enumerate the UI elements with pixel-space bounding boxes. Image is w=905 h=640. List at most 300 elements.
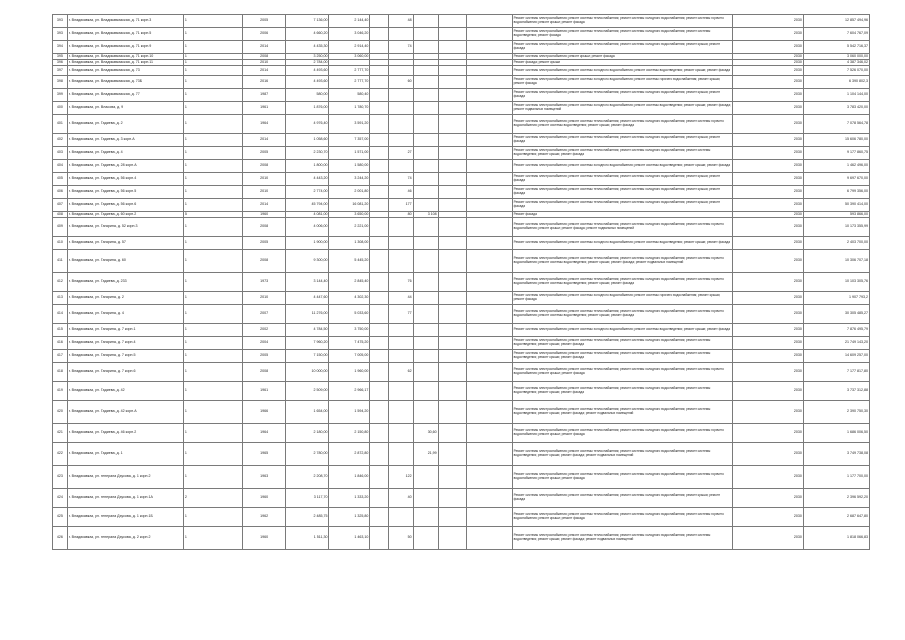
- cell-s1: 2 774,00: [286, 186, 329, 199]
- cell-desc: Ремонт системы электроснабжения; ремонт системы теплоснабжения; ремонт системы холодного водоснабжения; ремонт системы водоотведения; ремонт крыши; ремонт фасада; ремонт подвальных помещений: [512, 443, 733, 466]
- cell-s2: 1 325,80: [329, 508, 370, 527]
- cell-yr: 2030: [733, 324, 804, 337]
- cell-y: 2010: [243, 292, 286, 305]
- cell-empty: [438, 199, 466, 212]
- cell-g: [413, 102, 438, 115]
- cell-empty: [467, 363, 513, 382]
- cell-s2: 580,40: [329, 89, 370, 102]
- cell-f: 74: [388, 173, 413, 186]
- cell-k: [370, 489, 388, 508]
- cell-a: 1: [183, 527, 242, 550]
- cell-empty: [438, 363, 466, 382]
- cell-s1: 10 000,00: [286, 363, 329, 382]
- cell-yr: 2030: [733, 466, 804, 489]
- cell-s2: 3 591,20: [329, 115, 370, 134]
- table-row: [53, 292, 870, 305]
- cell-a: 1: [183, 54, 242, 60]
- table-row: [53, 350, 870, 363]
- cell-s1: 4 784,50: [286, 324, 329, 337]
- cell-empty: [467, 15, 513, 28]
- cell-a: 1: [183, 350, 242, 363]
- cell-s1: 1 058,60: [286, 134, 329, 147]
- cell-addr: г. Владикавказ, ул. Гадиева, д. 233: [67, 273, 183, 292]
- cell-a: 1: [183, 102, 242, 115]
- cell-k: [370, 15, 388, 28]
- table-row: [53, 186, 870, 199]
- cell-sum: 1 907 793,2: [803, 292, 869, 305]
- cell-empty: [438, 401, 466, 424]
- cell-sum: 593 866,00: [803, 212, 869, 218]
- cell-s1: 4 493,60: [286, 76, 329, 89]
- cell-empty: [438, 15, 466, 28]
- cell-f: [388, 102, 413, 115]
- cell-s2: 1 463,10: [329, 527, 370, 550]
- cell-empty: [438, 292, 466, 305]
- cell-a: 1: [183, 292, 242, 305]
- table-row: [53, 424, 870, 443]
- cell-s2: 2 777,70: [329, 76, 370, 89]
- cell-sum: 1 462 496,00: [803, 160, 869, 173]
- cell-g: [413, 337, 438, 350]
- table-row: [53, 89, 870, 102]
- cell-k: [370, 102, 388, 115]
- cell-empty: [467, 350, 513, 363]
- cell-g: [413, 489, 438, 508]
- cell-sum: 9 177 860,75: [803, 147, 869, 160]
- table-row: [53, 527, 870, 550]
- cell-n: 402: [53, 134, 68, 147]
- cell-k: [370, 350, 388, 363]
- table-row: [53, 250, 870, 273]
- cell-s1: 4 447,60: [286, 292, 329, 305]
- cell-addr: г. Владикавказ, ул. Гагарина, д. 57: [67, 237, 183, 250]
- cell-sum: 3 783 420,00: [803, 102, 869, 115]
- cell-yr: 2030: [733, 508, 804, 527]
- cell-f: 27: [388, 147, 413, 160]
- cell-n: 426: [53, 527, 68, 550]
- cell-a: 1: [183, 66, 242, 76]
- cell-n: 400: [53, 102, 68, 115]
- cell-y: 2008: [243, 160, 286, 173]
- cell-f: 62: [388, 363, 413, 382]
- cell-sum: 10 306 707,18: [803, 250, 869, 273]
- table-row: [53, 102, 870, 115]
- cell-f: 122: [388, 466, 413, 489]
- cell-k: [370, 382, 388, 401]
- cell-empty: [467, 401, 513, 424]
- cell-n: 422: [53, 443, 68, 466]
- cell-s1: 3 144,40: [286, 273, 329, 292]
- cell-sum: 50 390 414,00: [803, 199, 869, 212]
- cell-g: [413, 466, 438, 489]
- cell-n: 417: [53, 350, 68, 363]
- cell-empty: [438, 28, 466, 41]
- cell-empty: [438, 443, 466, 466]
- cell-desc: Ремонт системы электроснабжения; ремонт системы теплоснабжения; ремонт системы холодного водоснабжения; ремонт крыши; ремонт фасада: [512, 134, 733, 147]
- cell-sum: 5 542 716,37: [803, 41, 869, 54]
- cell-sum: 7 876 495,79: [803, 324, 869, 337]
- cell-empty: [438, 160, 466, 173]
- cell-s1: 3 117,70: [286, 489, 329, 508]
- cell-addr: г. Владикавказ, ул. генерала Дзусова, д. 1 корп.2: [67, 466, 183, 489]
- cell-desc: Ремонт системы электроснабжения; ремонт системы теплоснабжения; ремонт системы холодного водоснабжения; ремонт системы водоотведения; ремонт крыши; ремонт фасада: [512, 350, 733, 363]
- cell-addr: г. Владикавказ, ул. генерала Дзусова, д. 1 корп.1А: [67, 489, 183, 508]
- table-row: [53, 237, 870, 250]
- cell-y: 2016: [243, 76, 286, 89]
- cell-s1: 2 509,00: [286, 382, 329, 401]
- cell-empty: [438, 466, 466, 489]
- cell-n: 410: [53, 237, 68, 250]
- cell-sum: 6 390 802,3: [803, 76, 869, 89]
- table-row: [53, 115, 870, 134]
- cell-addr: г. Владикавказ, ул. Гадиева, д. 56 корп.6: [67, 199, 183, 212]
- cell-n: 425: [53, 508, 68, 527]
- cell-s1: 4 081,00: [286, 212, 329, 218]
- cell-a: 1: [183, 186, 242, 199]
- cell-yr: 2030: [733, 237, 804, 250]
- cell-f: [388, 160, 413, 173]
- cell-f: [388, 508, 413, 527]
- cell-g: [413, 305, 438, 324]
- cell-empty: [438, 337, 466, 350]
- cell-k: [370, 147, 388, 160]
- cell-n: 409: [53, 218, 68, 237]
- cell-g: [413, 237, 438, 250]
- cell-sum: 7 604 767,09: [803, 28, 869, 41]
- cell-s2: 1 960,00: [329, 363, 370, 382]
- cell-empty: [438, 237, 466, 250]
- cell-s2: 1 333,20: [329, 489, 370, 508]
- cell-y: 1962: [243, 508, 286, 527]
- cell-addr: г. Владикавказ, ул. Гадиева, д. 60 корп.2: [67, 212, 183, 218]
- cell-yr: 2030: [733, 76, 804, 89]
- cell-s2: 2 845,40: [329, 273, 370, 292]
- cell-k: [370, 186, 388, 199]
- cell-a: 1: [183, 324, 242, 337]
- cell-desc: Ремонт системы электроснабжения; ремонт системы теплоснабжения; ремонт системы холодного водоснабжения; ремонт системы горячего водоснабжения; ремонт крыши; ремонт фасада: [512, 15, 733, 28]
- cell-f: [388, 324, 413, 337]
- cell-k: [370, 363, 388, 382]
- cell-k: [370, 424, 388, 443]
- cell-f: 50: [388, 527, 413, 550]
- table-row: [53, 76, 870, 89]
- cell-n: 413: [53, 292, 68, 305]
- cell-empty: [467, 102, 513, 115]
- cell-sum: 3 749 738,08: [803, 443, 869, 466]
- cell-n: 421: [53, 424, 68, 443]
- cell-yr: 2030: [733, 212, 804, 218]
- cell-empty: [438, 173, 466, 186]
- cell-sum: 6 799 356,00: [803, 186, 869, 199]
- cell-g: [413, 41, 438, 54]
- cell-n: 419: [53, 382, 68, 401]
- cell-k: [370, 218, 388, 237]
- table-row: [53, 466, 870, 489]
- cell-y: 1964: [243, 424, 286, 443]
- cell-sum: 10 103 305,76: [803, 273, 869, 292]
- cell-g: [413, 273, 438, 292]
- cell-s2: 2 914,40: [329, 41, 370, 54]
- cell-y: 2005: [243, 237, 286, 250]
- cell-f: 74: [388, 41, 413, 54]
- cell-empty: [467, 199, 513, 212]
- cell-desc: Ремонт системы электроснабжения; ремонт системы теплоснабжения; ремонт системы холодного водоснабжения; ремонт крыши; ремонт фасада: [512, 89, 733, 102]
- cell-f: 40: [388, 489, 413, 508]
- cell-sum: 2 396 592,20: [803, 489, 869, 508]
- cell-y: 2005: [243, 350, 286, 363]
- cell-yr: 2030: [733, 60, 804, 66]
- cell-s1: 2 208,70: [286, 466, 329, 489]
- cell-sum: 7 078 564,78: [803, 115, 869, 134]
- cell-s2: 1 846,00: [329, 466, 370, 489]
- cell-empty: [438, 382, 466, 401]
- cell-empty: [438, 508, 466, 527]
- cell-s1: 4 660,20: [286, 28, 329, 41]
- cell-desc: Ремонт системы электроснабжения; ремонт системы теплоснабжения; ремонт системы холодного водоснабжения; ремонт системы водоотведения; ремонт крыши; ремонт фасада; ремонт подвальных помещений: [512, 527, 733, 550]
- cell-addr: г. Владикавказ, ул. Власова, д. 9: [67, 102, 183, 115]
- cell-y: 2010: [243, 173, 286, 186]
- cell-n: 411: [53, 250, 68, 273]
- cell-a: 1: [183, 89, 242, 102]
- cell-yr: 2030: [733, 41, 804, 54]
- cell-empty: [467, 160, 513, 173]
- cell-n: 407: [53, 199, 68, 212]
- cell-g: 3 108: [413, 212, 438, 218]
- cell-n: 412: [53, 273, 68, 292]
- cell-empty: [438, 489, 466, 508]
- cell-s2: 7 475,20: [329, 337, 370, 350]
- cell-f: 80: [388, 212, 413, 218]
- cell-g: [413, 199, 438, 212]
- cell-empty: [438, 134, 466, 147]
- cell-s2: 2 150,80: [329, 424, 370, 443]
- cell-f: [388, 237, 413, 250]
- cell-yr: 2030: [733, 337, 804, 350]
- cell-s1: 7 150,00: [286, 350, 329, 363]
- cell-sum: 12 857 494,96: [803, 15, 869, 28]
- cell-desc: Ремонт системы электроснабжения; ремонт системы холодного водоснабжения; ремонт системы водоотведения; ремонт крыши; ремонт фасада: [512, 324, 733, 337]
- cell-a: 1: [183, 401, 242, 424]
- cell-sum: 7 526 070,00: [803, 66, 869, 76]
- cell-f: [388, 115, 413, 134]
- cell-g: [413, 350, 438, 363]
- cell-y: 2010: [243, 60, 286, 66]
- cell-n: 394: [53, 41, 68, 54]
- cell-y: 2008: [243, 250, 286, 273]
- cell-yr: 2030: [733, 292, 804, 305]
- cell-yr: 2030: [733, 199, 804, 212]
- cell-s2: 5 033,60: [329, 305, 370, 324]
- cell-yr: 2030: [733, 15, 804, 28]
- cell-n: 393: [53, 28, 68, 41]
- table-row: [53, 305, 870, 324]
- cell-addr: г. Владикавказ, ул. Владикавказская, д. 71 корп.10: [67, 54, 183, 60]
- cell-yr: 2030: [733, 363, 804, 382]
- cell-addr: г. Владикавказ, ул. генерала Дзусова, д. 1 корп.1Б: [67, 508, 183, 527]
- table-row: [53, 41, 870, 54]
- cell-a: 1: [183, 199, 242, 212]
- cell-empty: [467, 41, 513, 54]
- table-row: [53, 173, 870, 186]
- cell-n: 415: [53, 324, 68, 337]
- cell-addr: г. Владикавказ, ул. Гагарина, д. 2: [67, 292, 183, 305]
- cell-sum: 1 818 066,83: [803, 527, 869, 550]
- cell-s2: 3 046,20: [329, 28, 370, 41]
- cell-empty: [438, 350, 466, 363]
- cell-yr: 2030: [733, 54, 804, 60]
- table-row: [53, 199, 870, 212]
- cell-k: [370, 66, 388, 76]
- cell-empty: [438, 424, 466, 443]
- cell-s1: 2 230,70: [286, 147, 329, 160]
- cell-y: 1966: [243, 401, 286, 424]
- cell-s2: 3 244,20: [329, 173, 370, 186]
- cell-a: 1: [183, 218, 242, 237]
- cell-empty: [467, 305, 513, 324]
- cell-s1: 7 960,20: [286, 337, 329, 350]
- cell-k: [370, 89, 388, 102]
- cell-empty: [438, 89, 466, 102]
- cell-yr: 2030: [733, 66, 804, 76]
- cell-empty: [438, 115, 466, 134]
- cell-addr: г. Владикавказ, ул. Гадиева, д. 42 корп.А: [67, 401, 183, 424]
- cell-k: [370, 527, 388, 550]
- cell-k: [370, 237, 388, 250]
- cell-g: [413, 147, 438, 160]
- table-row: [53, 489, 870, 508]
- cell-n: 399: [53, 89, 68, 102]
- cell-n: 396: [53, 60, 68, 66]
- cell-k: [370, 337, 388, 350]
- cell-empty: [467, 337, 513, 350]
- cell-n: 406: [53, 186, 68, 199]
- cell-empty: [467, 237, 513, 250]
- cell-desc: Ремонт системы электроснабжения; ремонт системы теплоснабжения; ремонт системы холодного водоснабжения; ремонт системы водоотведения; ремонт крыши; ремонт фасада; ремонт подвальных помещений: [512, 401, 733, 424]
- cell-y: 2005: [243, 147, 286, 160]
- cell-yr: 2030: [733, 489, 804, 508]
- cell-k: [370, 466, 388, 489]
- cell-s1: 3 250,00: [286, 54, 329, 60]
- cell-a: 1: [183, 424, 242, 443]
- cell-f: 177: [388, 199, 413, 212]
- cell-s2: 7 005,00: [329, 350, 370, 363]
- cell-desc: Ремонт системы электроснабжения; ремонт системы теплоснабжения; ремонт системы холодного водоснабжения; ремонт системы горячего водоснабжения; ремонт системы водоотведения; ремонт крыши; ремонт фасада: [512, 305, 733, 324]
- cell-a: 1: [183, 508, 242, 527]
- cell-s1: 2 485,75: [286, 508, 329, 527]
- cell-f: 46: [388, 186, 413, 199]
- cell-desc: Ремонт системы электроснабжения; ремонт системы теплоснабжения; ремонт системы холодного водоснабжения; ремонт крыши; ремонт фасада: [512, 489, 733, 508]
- cell-sum: 2 687 647,80: [803, 508, 869, 527]
- cell-yr: 2030: [733, 102, 804, 115]
- cell-y: 1987: [243, 89, 286, 102]
- cell-n: 416: [53, 337, 68, 350]
- table-row: [53, 324, 870, 337]
- cell-a: 1: [183, 237, 242, 250]
- cell-g: [413, 508, 438, 527]
- cell-a: 1: [183, 363, 242, 382]
- cell-n: 401: [53, 115, 68, 134]
- cell-k: [370, 76, 388, 89]
- cell-yr: 2030: [733, 250, 804, 273]
- cell-empty: [438, 147, 466, 160]
- cell-empty: [467, 66, 513, 76]
- cell-s2: 1 594,20: [329, 401, 370, 424]
- cell-f: 60: [388, 76, 413, 89]
- cell-a: 1: [183, 60, 242, 66]
- cell-g: [413, 15, 438, 28]
- cell-desc: Ремонт системы электроснабжения; ремонт системы холодного водоснабжения; ремонт системы горячего водоснабжения; ремонт крыши; ремонт фасада: [512, 292, 733, 305]
- cell-empty: [467, 28, 513, 41]
- cell-s1: 11 276,00: [286, 305, 329, 324]
- cell-g: 21,99: [413, 443, 438, 466]
- cell-addr: г. Владикавказ, ул. Гагарина, д. 7 корп.6: [67, 363, 183, 382]
- cell-empty: [438, 527, 466, 550]
- cell-addr: г. Владикавказ, ул. Гадиева, д. 4: [67, 147, 183, 160]
- cell-g: [413, 134, 438, 147]
- table-row: [53, 134, 870, 147]
- cell-k: [370, 292, 388, 305]
- cell-g: [413, 173, 438, 186]
- cell-f: [388, 424, 413, 443]
- cell-empty: [467, 273, 513, 292]
- cell-s2: 3 650,00: [329, 212, 370, 218]
- cell-s2: 2 144,40: [329, 15, 370, 28]
- cell-sum: 14 609 257,00: [803, 350, 869, 363]
- cell-n: 423: [53, 466, 68, 489]
- cell-addr: г. Владикавказ, ул. Гадиева, д. 46 корп.2: [67, 424, 183, 443]
- cell-desc: Ремонт системы электроснабжения; ремонт системы теплоснабжения; ремонт системы холодного водоснабжения; ремонт системы горячего водоснабжения; ремонт крыши; ремонт фасада: [512, 363, 733, 382]
- table-body: [53, 15, 870, 550]
- cell-n: 405: [53, 173, 68, 186]
- cell-a: 1: [183, 443, 242, 466]
- cell-addr: г. Владикавказ, ул. Владикавказская, д. 73Б: [67, 76, 183, 89]
- cell-empty: [467, 186, 513, 199]
- cell-a: 1: [183, 134, 242, 147]
- cell-n: 403: [53, 147, 68, 160]
- cell-desc: Ремонт системы электроснабжения; ремонт системы теплоснабжения; ремонт системы холодного водоснабжения; ремонт системы горячего водоснабжения; ремонт системы водоотведения; ремонт крыши; ремонт фасада; ремонт подвальных помещений: [512, 250, 733, 273]
- cell-a: 1: [183, 76, 242, 89]
- cell-yr: 2030: [733, 305, 804, 324]
- cell-f: [388, 382, 413, 401]
- cell-y: 2014: [243, 66, 286, 76]
- table-row: [53, 337, 870, 350]
- cell-addr: г. Владикавказ, ул. Гагарина, д. 7 корп.5: [67, 350, 183, 363]
- cell-empty: [438, 186, 466, 199]
- cell-yr: 2030: [733, 443, 804, 466]
- cell-desc: Ремонт системы электроснабжения; ремонт системы теплоснабжения; ремонт системы холодного водоснабжения; ремонт системы горячего водоснабжения; ремонт системы водоотведения; ремонт крыши; ремонт фасада: [512, 115, 733, 134]
- cell-s1: 2 780,00: [286, 443, 329, 466]
- cell-s1: 1 876,00: [286, 102, 329, 115]
- cell-s2: 7 357,00: [329, 134, 370, 147]
- cell-s1: 580,00: [286, 89, 329, 102]
- cell-s1: 2 180,00: [286, 424, 329, 443]
- cell-y: 2014: [243, 41, 286, 54]
- cell-n: 393: [53, 15, 68, 28]
- cell-addr: г. Владикавказ, ул. Владикавказская, д. 73: [67, 66, 183, 76]
- cell-g: [413, 66, 438, 76]
- cell-addr: г. Владикавказ, ул. Гадиева, д. 1: [67, 443, 183, 466]
- cell-y: 1963: [243, 466, 286, 489]
- cell-desc: Ремонт системы электроснабжения; ремонт системы холодного водоснабжения; ремонт системы водоотведения; ремонт крыши; ремонт фасада: [512, 237, 733, 250]
- cell-y: 1965: [243, 443, 286, 466]
- cell-y: 1960: [243, 527, 286, 550]
- cell-sum: 1 177 700,00: [803, 466, 869, 489]
- cell-desc: Ремонт системы электроснабжения; ремонт системы теплоснабжения; ремонт системы холодного водоснабжения; ремонт системы водоотведения; ремонт крыши; ремонт фасада: [512, 147, 733, 160]
- cell-sum: 3 737 312,88: [803, 382, 869, 401]
- cell-f: [388, 28, 413, 41]
- cell-addr: г. Владикавказ, ул. Гадиева, д. 56 корп.5: [67, 186, 183, 199]
- cell-y: 1964: [243, 115, 286, 134]
